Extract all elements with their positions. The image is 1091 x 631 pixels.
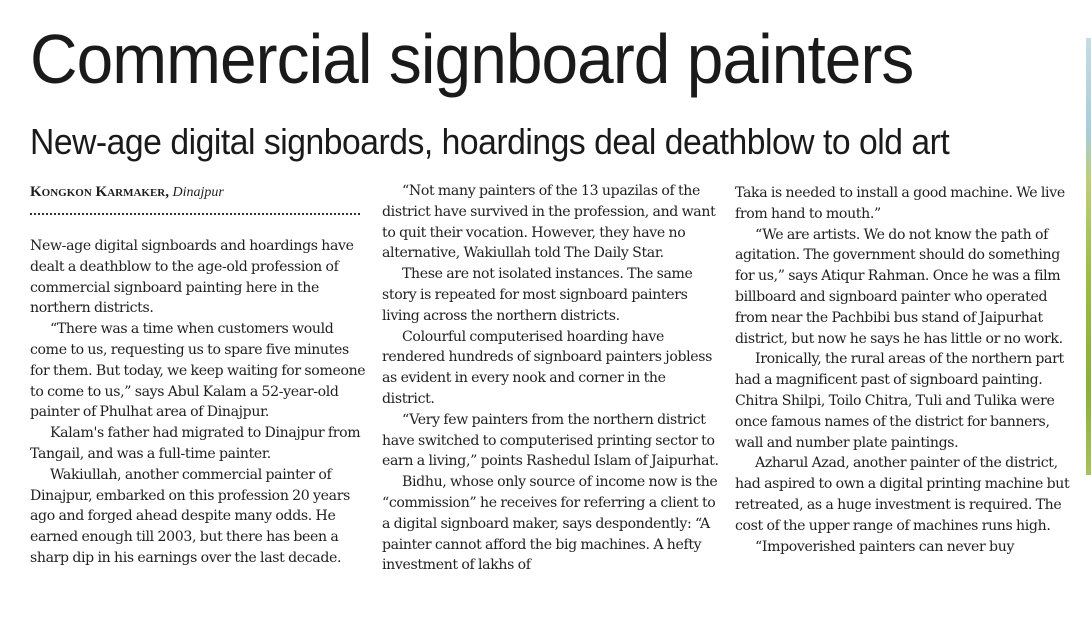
article-column-2 — [382, 181, 720, 576]
paragraph: “Impoverished painters can never buy — [755, 538, 1015, 555]
article-column-1 — [30, 236, 366, 569]
paragraph: “We are artists. We do not know the path of agitation. The government should do something for us,” says Atiqur Rahman. Once he was a film billboard and signboard painter who operated from near the Pachbibi bus stand of Jaipurhat district, but now he says he has little or no work. — [735, 226, 1063, 347]
paragraph: “Very few painters from the northern district have switched to computerised printing sector to earn a living,” points Rashedul Islam of Jaipurhat. — [382, 411, 719, 470]
subheadline: New-age digital signboards, hoardings deal deathblow to old art — [30, 121, 950, 162]
headline: Commercial signboard painters — [30, 20, 914, 98]
paragraph: Taka is needed to install a good machine. We live from hand to mouth.” — [735, 185, 1065, 222]
byline — [30, 184, 224, 201]
byline-author: Kongkon Karmaker, — [30, 184, 169, 200]
paragraph: Ironically, the rural areas of the northern part had a magnificent past of signboard painting. Chitra Shilpi, Toilo Chitra, Tuli and Tulika were once famous names of the district for banners, wall and number plate paintings. — [735, 351, 1064, 451]
article-column-3 — [735, 183, 1075, 557]
paragraph: Wakiullah, another commercial painter of Dinajpur, embarked on this profession 20 years ago and forged ahead despite many odds. He earned enough till 2003, but there has been a sharp dip in his earnings over the last decade. — [30, 466, 350, 566]
paragraph: New-age digital signboards and hoardings have dealt a deathblow to the age-old profession of commercial signboard painting here in the northern districts. — [30, 238, 354, 317]
paragraph: Kalam's father had migrated to Dinajpur from Tangail, and was a full-time painter. — [30, 425, 361, 462]
byline-divider — [30, 213, 360, 215]
paragraph: These are not isolated instances. The same story is repeated for most signboard painters living across the northern districts. — [382, 266, 693, 324]
paragraph: “There was a time when customers would come to us, requesting us to spare five minutes for them. But today, we keep waiting for someone to come to us,” says Abul Kalam a 52-year-old painter of Phulhat area of Dinajpur. — [30, 321, 366, 421]
paragraph: “Not many painters of the 13 upazilas of the district have survived in the profession, and want to quit their vocation. However, they have no alternative, Wakiullah told The Daily Star. — [382, 183, 716, 262]
byline-location: Dinajpur — [172, 185, 224, 200]
paragraph: Bidhu, whose only source of income now is the “commission” he receives for referring a client to a digital signboard maker, says despondently: “A painter cannot afford the big machines. A hefty investment of lakhs of — [382, 474, 718, 574]
paragraph: Colourful computerised hoarding have rendered hundreds of signboard painters jobless as evident in every nook and corner in the district. — [382, 328, 713, 407]
paragraph: Azharul Azad, another painter of the district, had aspired to own a digital printing machine but retreated, as a huge investment is required. The cost of the upper range of machines runs high. — [735, 455, 1070, 534]
adjacent-photo-edge — [1086, 38, 1091, 475]
